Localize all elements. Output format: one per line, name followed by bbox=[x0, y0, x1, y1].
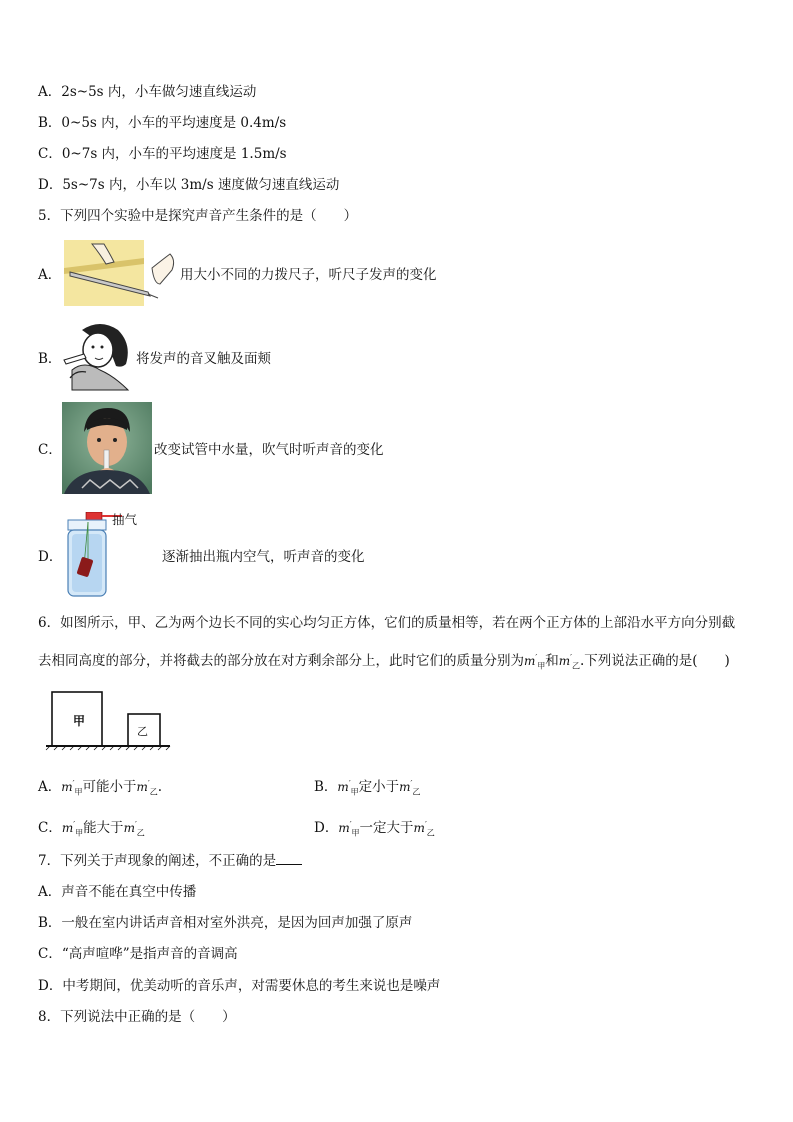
q5-option-c: C． 改变试管中水量，吹气时听声音的变化 bbox=[38, 402, 384, 494]
tuning-fork-face-picture bbox=[62, 320, 136, 394]
q6-option-c: C．$m'_甲$能大于$m'_乙$ bbox=[38, 820, 145, 838]
q4-option-a: A．2s~5s 内，小车做匀速直线运动 bbox=[38, 84, 257, 100]
pump-out-label: 抽气 bbox=[112, 512, 138, 527]
q7-option-a: A．声音不能在真空中传播 bbox=[38, 884, 197, 900]
cubes-figure bbox=[44, 690, 172, 752]
q6-option-a: A．$m'_甲$可能小于$m'_乙$. bbox=[38, 779, 162, 797]
cube-jia-label: 甲 bbox=[73, 714, 86, 728]
q6-option-b: B．$m'_甲$定小于$m'_乙$ bbox=[314, 779, 421, 797]
q5-option-a: A． 用大小不同的力拨尺子，听尺子发声的变化 bbox=[38, 238, 437, 308]
boy-blowing-tube-picture bbox=[62, 402, 152, 494]
q4-option-c: C．0~7s 内，小车的平均速度是 1.5m/s bbox=[38, 146, 287, 162]
q6-option-d: D．$m'_甲$一定大于$m'_乙$ bbox=[314, 820, 435, 838]
answer-blank bbox=[276, 852, 302, 865]
q8-stem: 8．下列说法中正确的是（ ） bbox=[38, 1009, 236, 1025]
bell-jar-figure bbox=[62, 512, 162, 598]
q7-option-c: C．“高声喧哗”是指声音的音调高 bbox=[38, 946, 238, 962]
cube-yi-label: 乙 bbox=[137, 725, 148, 738]
q7-option-d: D．中考期间，优美动听的音乐声，对需要休息的考生来说也是噪声 bbox=[38, 978, 441, 994]
m-yi-symbol: $m'_乙$ bbox=[558, 653, 580, 671]
ruler-pluck-picture bbox=[62, 238, 180, 308]
q5-stem: 5．下列四个实验中是探究声音产生条件的是（ ） bbox=[38, 208, 358, 224]
q5-option-d: D． 抽气 逐渐抽出瓶内空气，听声音的变化 bbox=[38, 512, 365, 598]
q7-stem: 7．下列关于声现象的阐述，不正确的是 bbox=[38, 852, 302, 870]
q5-option-b: B． 将发声的音叉触及面颊 bbox=[38, 320, 271, 394]
q6-stem-line1: 6．如图所示，甲、乙为两个边长不同的实心均匀正方体，它们的质量相等，若在两个正方体的上部沿水平方向分别截 bbox=[38, 615, 736, 631]
m-jia-symbol: $m'_甲$ bbox=[524, 653, 546, 671]
q7-option-b: B．一般在室内讲话声音相对室外洪亮，是因为回声加强了原声 bbox=[38, 915, 413, 931]
q6-stem-line2: 去相同高度的部分，并将截去的部分放在对方剩余部分上，此时它们的质量分别为$m'_甲$和$m'_乙$.下列说法正确的是( ) bbox=[38, 653, 730, 671]
q4-option-d: D．5s~7s 内，小车以 3m/s 速度做匀速直线运动 bbox=[38, 177, 340, 193]
q4-option-b: B．0~5s 内，小车的平均速度是 0.4m/s bbox=[38, 115, 287, 131]
